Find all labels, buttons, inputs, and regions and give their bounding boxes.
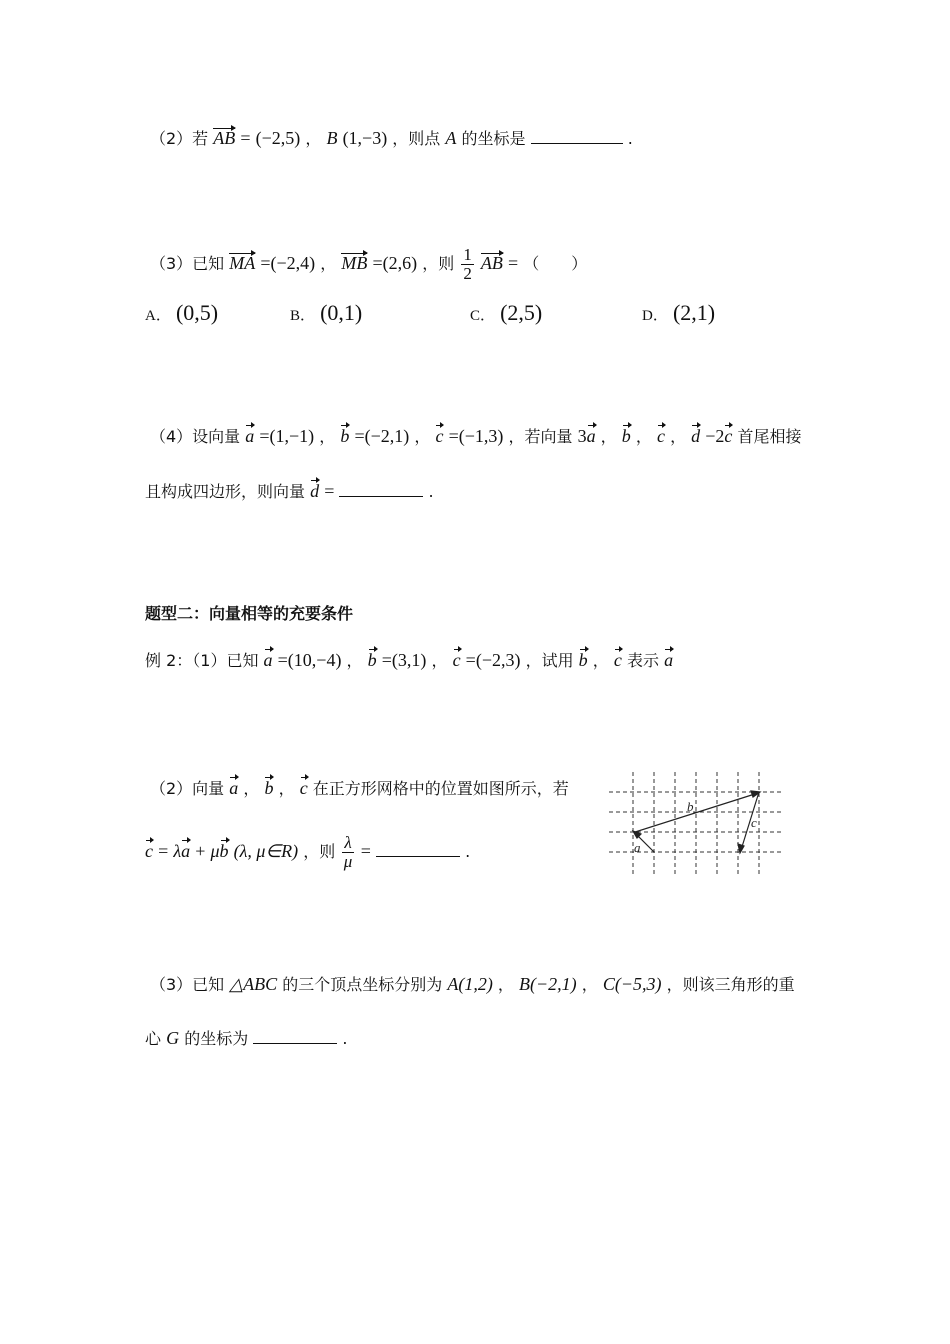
option-letter: A． bbox=[145, 308, 171, 324]
option-value: (2,5) bbox=[500, 300, 543, 325]
denominator: 2 bbox=[463, 263, 472, 283]
text: 心 bbox=[145, 1029, 162, 1048]
vector-grid-figure bbox=[605, 770, 785, 875]
vector-value: =(3,1) bbox=[381, 650, 427, 670]
option-letter: B． bbox=[290, 308, 316, 324]
equals: = bbox=[240, 128, 251, 148]
vector-b: b bbox=[219, 840, 229, 861]
vector-mb: MB bbox=[341, 252, 368, 273]
example-2-2 bbox=[150, 778, 569, 800]
vector-ab: AB bbox=[480, 252, 503, 273]
example-2-1 bbox=[145, 650, 673, 672]
option-value: (2,1) bbox=[672, 300, 716, 325]
numerator: λ bbox=[344, 833, 352, 852]
denominator: μ bbox=[343, 851, 353, 871]
point-value: (1,−3) bbox=[342, 128, 388, 148]
text: 在正方形网格中的位置如图所示，若 bbox=[312, 779, 569, 798]
point-g: G bbox=[166, 1028, 180, 1048]
label-a: a bbox=[634, 840, 641, 855]
vector-a: a bbox=[245, 426, 255, 446]
equals: = bbox=[360, 840, 371, 861]
point-b: B(−2,1) bbox=[519, 974, 577, 994]
vector-a: a bbox=[586, 426, 596, 446]
lambda: λ bbox=[173, 840, 182, 861]
problem-label: （2）向量 bbox=[150, 779, 225, 798]
fraction-half bbox=[461, 246, 474, 283]
problem-4 bbox=[150, 426, 802, 448]
label-c: c bbox=[751, 815, 757, 830]
separator: ， bbox=[346, 651, 363, 670]
condition: (λ, μ∈R) bbox=[233, 840, 299, 861]
option-value: (0,1) bbox=[320, 300, 363, 325]
separator: ， bbox=[319, 427, 336, 446]
problem-2 bbox=[150, 127, 633, 150]
problem-3 bbox=[150, 246, 587, 283]
text: 的坐标是 bbox=[461, 129, 526, 148]
fraction-lambda-mu bbox=[342, 834, 353, 871]
vector-a: a bbox=[229, 778, 239, 798]
answer-blank[interactable] bbox=[376, 840, 460, 857]
text: ，若向量 bbox=[508, 427, 573, 446]
text: ，试用 bbox=[525, 651, 574, 670]
separator: ， bbox=[414, 427, 431, 446]
period: . bbox=[465, 841, 471, 861]
separator: ， bbox=[635, 427, 652, 446]
equals: = bbox=[508, 252, 519, 273]
separator: ， bbox=[592, 651, 609, 670]
text: 的三个顶点坐标分别为 bbox=[282, 975, 443, 994]
period: . bbox=[627, 129, 633, 148]
vector-b: b bbox=[340, 426, 350, 446]
text: 且构成四边形，则向量 bbox=[145, 482, 306, 501]
period: . bbox=[342, 1029, 348, 1048]
vector-value: (−2,5) bbox=[255, 128, 301, 148]
equals: = bbox=[158, 840, 169, 861]
option-b[interactable] bbox=[290, 300, 362, 326]
vector-a: a bbox=[263, 650, 273, 670]
answer-blank[interactable] bbox=[531, 127, 623, 144]
separator: ， bbox=[320, 253, 337, 273]
vector-value: =(−1,3) bbox=[448, 426, 504, 446]
vector-b: b bbox=[578, 650, 588, 670]
answer-blank[interactable] bbox=[253, 1027, 337, 1044]
period: . bbox=[428, 482, 434, 501]
separator: ， bbox=[581, 975, 598, 994]
vector-d: d bbox=[310, 481, 320, 501]
option-a[interactable] bbox=[145, 300, 218, 326]
vector-b: b bbox=[621, 426, 631, 446]
text: 的坐标为 bbox=[184, 1029, 249, 1048]
problem-label: （2）若 bbox=[150, 129, 209, 148]
point-a: A(1,2) bbox=[447, 974, 493, 994]
separator: ， bbox=[600, 427, 617, 446]
options-row bbox=[0, 300, 950, 330]
vector-a: a bbox=[181, 840, 191, 861]
vector-value: =(2,6) bbox=[372, 252, 418, 273]
point-c: C(−5,3) bbox=[602, 974, 662, 994]
vector-ab: AB bbox=[213, 128, 236, 148]
example-2-3 bbox=[150, 974, 795, 996]
vector-c: c bbox=[145, 840, 153, 861]
text: 表示 bbox=[626, 651, 659, 670]
equals: = bbox=[324, 481, 335, 501]
problem-4-line2 bbox=[145, 480, 434, 503]
option-c[interactable] bbox=[470, 300, 542, 326]
separator: ， bbox=[243, 779, 260, 798]
problem-label: （3）已知 bbox=[150, 975, 225, 994]
point-name: B bbox=[326, 128, 338, 148]
text: ，则 bbox=[422, 253, 455, 273]
example-2-3-line2 bbox=[145, 1027, 348, 1050]
option-letter: D． bbox=[642, 308, 668, 324]
separator: ， bbox=[431, 651, 448, 670]
coefficient: 3 bbox=[577, 426, 587, 446]
vector-c: c bbox=[613, 650, 622, 670]
text: ，则点 bbox=[392, 129, 441, 148]
option-value: (0,5) bbox=[175, 300, 219, 325]
answer-blank[interactable] bbox=[339, 480, 423, 497]
text: 首尾相接 bbox=[737, 427, 802, 446]
coefficient: −2 bbox=[705, 426, 725, 446]
vector-b: b bbox=[264, 778, 274, 798]
vector-value: =(−2,1) bbox=[354, 426, 410, 446]
vector-d: d bbox=[691, 426, 701, 446]
separator: ， bbox=[305, 129, 322, 148]
separator: ， bbox=[497, 975, 514, 994]
separator: ， bbox=[670, 427, 687, 446]
triangle: △ABC bbox=[229, 974, 278, 994]
vector-value: =(−2,3) bbox=[465, 650, 521, 670]
vector-c: c bbox=[299, 778, 308, 798]
example-2-2-line2 bbox=[145, 834, 470, 871]
text: ，则 bbox=[303, 841, 336, 861]
vector-value: =(10,−4) bbox=[277, 650, 342, 670]
vector-b: b bbox=[367, 650, 377, 670]
point-a: A bbox=[445, 128, 457, 148]
vector-ma: MA bbox=[229, 252, 256, 273]
answer-paren: （ ） bbox=[523, 253, 588, 273]
label-b: b bbox=[687, 799, 694, 814]
vector-c: c bbox=[656, 426, 665, 446]
option-d[interactable] bbox=[642, 300, 715, 326]
vector-c: c bbox=[452, 650, 461, 670]
vector-value: =(1,−1) bbox=[259, 426, 315, 446]
separator: ， bbox=[278, 779, 295, 798]
mu: μ bbox=[210, 840, 220, 861]
vector-a: a bbox=[664, 650, 674, 670]
vector-value: =(−2,4) bbox=[260, 252, 316, 273]
problem-label: 例 2：（1）已知 bbox=[145, 651, 259, 670]
problem-label: （4）设向量 bbox=[150, 427, 241, 446]
problem-label: （3）已知 bbox=[150, 253, 225, 273]
option-letter: C． bbox=[470, 308, 496, 324]
section-title: 题型二：向量相等的充要条件 bbox=[145, 604, 354, 623]
numerator: 1 bbox=[463, 245, 472, 264]
vector-c: c bbox=[724, 426, 733, 446]
text: ，则该三角形的重 bbox=[666, 975, 795, 994]
plus: + bbox=[195, 840, 206, 861]
vector-c: c bbox=[435, 426, 444, 446]
